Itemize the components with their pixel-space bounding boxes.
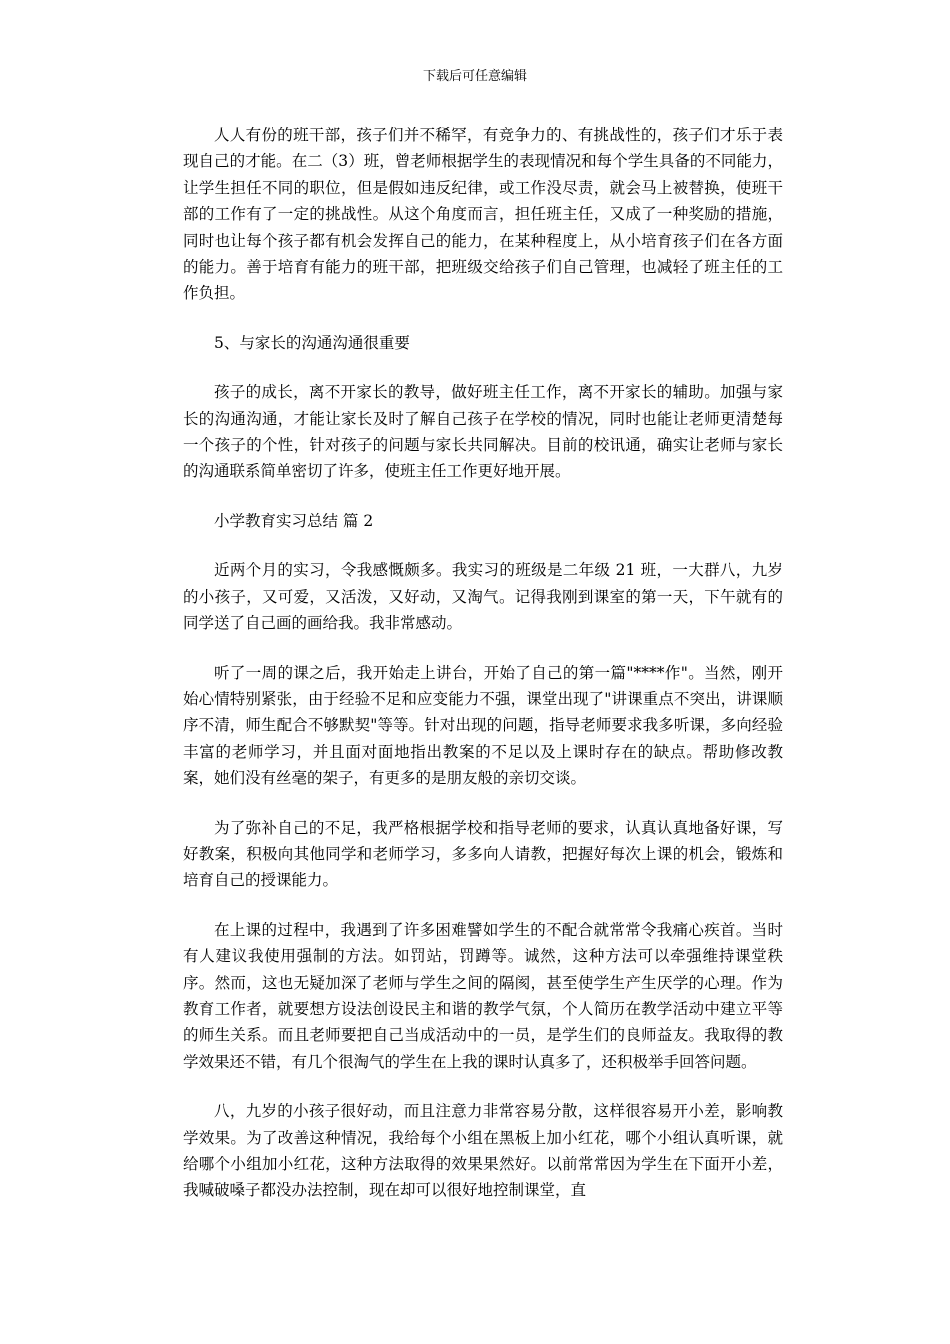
paragraph-self-improvement: 为了弥补自己的不足，我严格根据学校和指导老师的要求，认真认真地备好课，写好教案，积极向其他同学和老师学习，多多向人请教，把握好每次上课的机会，锻炼和培育自己的授课能力。 (183, 818, 783, 890)
paragraph-classroom-difficulties: 在上课的过程中，我遇到了许多困难譬如学生的不配合就常常令我痛心疾首。当时有人建议我使用强制的方法。如罚站，罚蹲等。诚然，这种方法可以牵强维持课堂秩序。然而，这也无疑加深了老师与学生之间的隔阂，甚至使学生产生厌学的心理。作为教育工作者，就要想方设法创设民主和谐的教学气氛，个人简历在教学活动中建立平等的师生关系。而且老师要把自己当成活动中的一员，是学生们的良师益友。我取得的教学效果还不错，有几个很淘气的学生在上我的课时认真多了，还积极举手回答问题。 (183, 920, 783, 1071)
paragraph-class-leaders: 人人有份的班干部，孩子们并不稀罕，有竞争力的、有挑战性的，孩子们才乐于表现自己的才能。在二（3）班，曾老师根据学生的表现情况和每个学生具备的不同能力，让学生担任不同的职位，但是假如违反纪律，或工作没尽责，就会马上被替换，使班干部的工作有了一定的挑战性。从这个角度而言，担任班主任，又成了一种奖励的措施，同时也让每个孩子都有机会发挥自己的能力，在某种程度上，从小培育孩子们在各方面的能力。善于培育有能力的班干部，把班级交给孩子们自己管理，也减轻了班主任的工作负担。 (183, 126, 783, 303)
section-heading-part-2: 小学教育实习总结 篇 2 (214, 511, 374, 530)
paragraph-red-flowers: 八，九岁的小孩子很好动，而且注意力非常容易分散，这样很容易开小差，影响教学效果。为了改善这种情况，我给每个小组在黑板上加小红花，哪个小组认真听课，就给哪个小组加小红花，这种方法取得的效果果然好。以前常常因为学生在下面开小差，我喊破嗓子都没办法控制，现在却可以很好地控制课堂，直 (183, 1102, 783, 1200)
paragraph-first-lesson: 听了一周的课之后，我开始走上讲台，开始了自己的第一篇"****作"。当然，刚开始心情特别紧张，由于经验不足和应变能力不强，课堂出现了"讲课重点不突出，讲课顺序不清，师生配合不够默契"等等。针对出现的问题，指导老师要求我多听课，多向经验丰富的老师学习，并且面对面地指出教案的不足以及上课时存在的缺点。帮助修改教案，她们没有丝毫的架子，有更多的是朋友般的亲切交谈。 (183, 663, 783, 788)
paragraph-parent-communication: 孩子的成长，离不开家长的教导，做好班主任工作，离不开家长的辅助。加强与家长的沟通沟通，才能让家长及时了解自己孩子在学校的情况，同时也能让老师更清楚每一个孩子的个性，针对孩子的问题与家长共同解决。目前的校讯通，确实让老师与家长的沟通联系简单密切了许多，使班主任工作更好地开展。 (183, 383, 783, 481)
section-heading-parent-communication: 5、与家长的沟通沟通很重要 (214, 333, 410, 352)
document-body (183, 122, 783, 1227)
paragraph-internship-intro: 近两个月的实习，令我感慨颇多。我实习的班级是二年级 21 班，一大群八，九岁的小孩子，又可爱，又活泼，又好动，又淘气。记得我刚到课室的第一天，下午就有的同学送了自己画的画给我。我非常感动。 (183, 561, 783, 633)
page-header: 下载后可任意编辑 (422, 69, 527, 84)
